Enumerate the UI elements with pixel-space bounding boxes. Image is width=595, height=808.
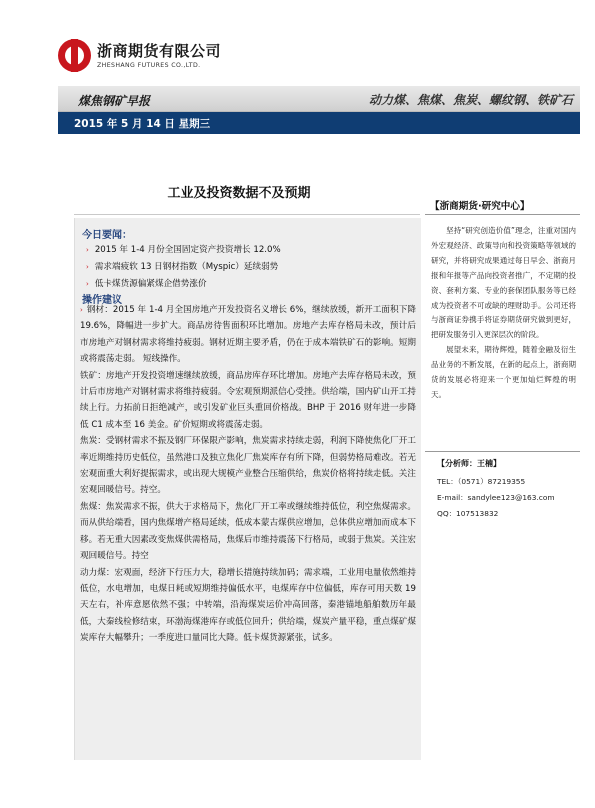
bullet-icon: › [80, 306, 83, 314]
analyst-heading: 【分析师：王楠】 [437, 459, 501, 468]
sidebar-divider [425, 214, 580, 215]
analyst-qq: QQ：107513832 [437, 509, 499, 518]
company-name-en: ZHESHANG FUTURES CO.,LTD. [97, 62, 201, 69]
intro-paragraph: 展望未来，期待辉煌，随着金融及衍生品业务的不断发展，在新的起点上，浙商期货的发展必将迎来一个更加灿烂辉煌的明天。 [431, 345, 576, 399]
news-item: › 2015 年 1-4 月份全国固定资产投资增长 12.0% [86, 245, 281, 255]
sidebar-divider [425, 451, 580, 452]
report-date: 2015 年 5 月 14 日 星期三 [74, 118, 211, 130]
left-divider [74, 214, 420, 215]
company-logo [58, 39, 91, 72]
bullet-icon: › [86, 280, 89, 288]
company-name-cn: 浙商期货有限公司 [97, 42, 222, 60]
news-item: › 低卡煤货源偏紧煤企借势涨价 [86, 279, 207, 289]
bullet-icon: › [86, 263, 89, 271]
advice-heading: 操作建议 [82, 295, 122, 306]
advice-iron-ore: 铁矿：房地产开发投资增速继续放缓，商品房库存环比增加。房地产去库存格局未改，预计后市房地产对钢材需求将维持疲弱。令宏观预期派信心受挫。供给端，国内矿山开工持续上行。力拓前日拒绝减产，或引发矿业巨头重回价格战。BHP 于 2016 财年进一步降低 C1 成本至 16 美金。矿价短期或将震荡走弱。 [80, 370, 416, 430]
intro-paragraph: 坚持“研究创造价值”理念，注重对国内外宏观经济、政策导向和投资策略等领域的研究，并将研究成果通过每日早会、浙商月报和年报等产品向投资者推广，不定期的投资、套利方案、专业的套保团队服务等已经成为投资者不可或缺的理财助手。公司还将与浙商证券携手将证券期货研究做到更好，把研发服务引入更深层次的阶段。 [431, 226, 576, 340]
advice-coke: 焦炭：受钢材需求不振及钢厂环保限产影响，焦炭需求持续走弱，利润下降使焦化厂开工率近期维持历史低位，虽然港口及独立焦化厂焦炭库存有所下降，但弱势格局难改。若无宏观面重大利好提振需求，或出现大规模产业整合压缩供给，焦炭价格将持续走低。关注宏观回暖信号。持空。 [80, 436, 416, 496]
analyst-email[interactable]: E-mail：sandylee123@163.com [437, 493, 555, 502]
analyst-tel: TEL：（0571）87219355 [437, 477, 526, 486]
page-title: 工业及投资数据不及预期 [167, 186, 311, 201]
advice-steel: › 钢材：2015 年 1-4 月全国房地产开发投资名义增长 6%，继续放缓，新开工面积下降 19.6%，降幅进一步扩大。商品房待售面积环比增加。房地产去库存格局未改，预计后市房地产对钢材需求将维持疲弱。钢材近期主要矛盾，仍在于成本端铁矿石的影响。短期或将震荡走弱。 短线操作。 [80, 305, 416, 365]
sidebar-intro [431, 224, 576, 403]
bullet-icon: › [86, 246, 89, 254]
report-type: 煤焦钢矿早报 [78, 94, 151, 108]
advice-coking-coal: 焦煤：焦炭需求不振，供大于求格局下，焦化厂开工率或继续维持低位，利空焦煤需求。而从供给端看，国内焦煤增产格局延续，低成本蒙古煤供应增加，总体供应增加而成本下移。若无重大因素改变焦煤供需格局，焦煤后市维持震荡下行格局，或弱于焦炭。关注宏观回暖信号。持空 [80, 501, 416, 562]
advice-thermal-coal: 动力煤：宏观面，经济下行压力大，稳增长措施持续加码；需求端，工业用电量依然维持低位，水电增加，电煤日耗或短期维持偏低水平，电煤库存中位偏低，库存可用天数 19 天左右，补库意愿依然不强；中转端，沿海煤炭运价冲高回落，秦港锚地船舶数历年最低，大秦线检修结束，环渤海煤港库存或低位回升；供给端，煤炭产量平稳，重点煤矿煤炭库存大幅攀升；一季度进口量同比大降。低卡煤货源紧张，试多。 [80, 567, 416, 644]
sidebar-title: 【浙商期货·研究中心】 [430, 201, 530, 212]
report-varieties: 动力煤、焦煤、焦炭、螺纹钢、铁矿石 [368, 93, 573, 107]
news-heading: 今日要闻： [82, 230, 132, 241]
advice-body [80, 302, 416, 647]
news-item: › 需求端疲软 13 日钢材指数（Myspic）延续弱势 [86, 262, 279, 272]
